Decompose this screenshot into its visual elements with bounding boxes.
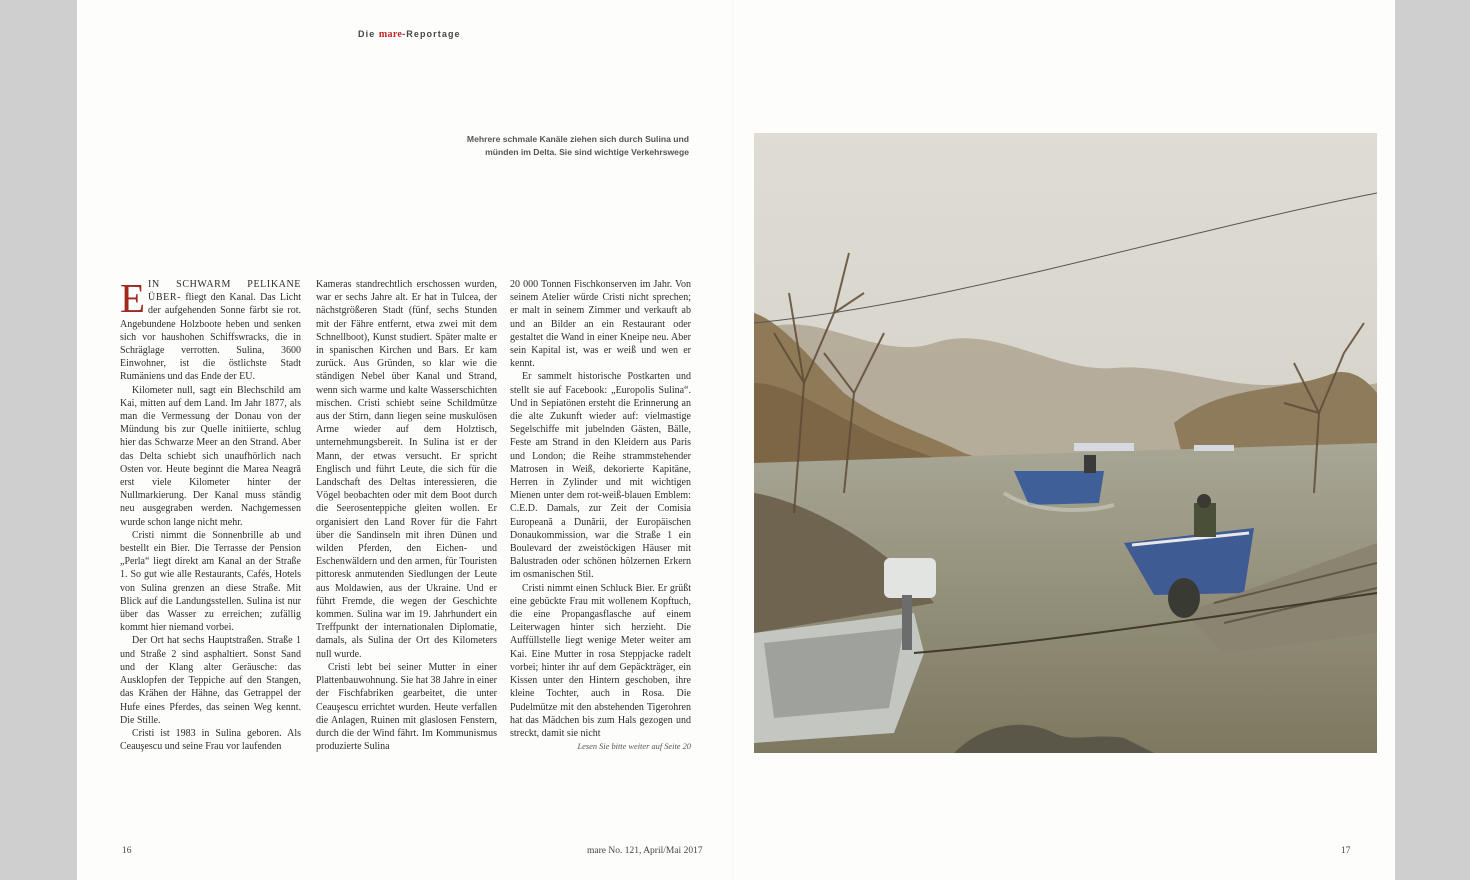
col1-paragraph: fliegt den Kanal. Das Licht der aufgehenden Sonne färbt sie rot. Angebundene Holzboote heben und senken sich vor haushohen Schiffswracks, die in Schräglage verrotten. Sulina, 3600 Einwohner, ist die östlichste Stadt Rumäniens und das Ende der EU.	[120, 292, 302, 383]
col2-paragraph: Kameras standrechtlich erschossen wurden, war er sechs Jahre alt. Er hat in Tulcea, der nächstgrößeren Stadt (fünf, sechs Stunden mit der Fähre entfernt, etwa zwei mit dem Schnellboot), Kunst studiert. Später malte er in spanischen Kirchen und Bars. Er kam zurück. Aus Gründen, so klar wie die ständigen Nebel über Kanal und Strand, wenn sich warme und kalte Wasserschichten mischen. Cristi schiebt seine Schildmütze aus der Stirn, dann liegen seine muskulösen Arme wieder auf dem Holztisch, unternehmungsbereit. In Sulina ist er der Mann, der etwas versucht. Er spricht Englisch und führt Leute, die sich für die Landschaft des Deltas interessieren, die Vögel beobachten oder mit dem Boot durch die Seerosenteppiche gleiten wollen. Er organisiert den Land Rover für die Fahrt über die Sandinseln mit ihren Dünen und wilden Pferden, den Eichen- und Eschenwäldern und den armen, für Touristen pittoresk anmutenden Siedlungen der Leute aus Moldawien, aus der Ukraine. Und er führt Fremde, die wegen der Geschichte kommen. Sulina war im 19. Jahrhundert ein Treffpunkt der internationalen Diplomatie, damals, als Sulina der Ort des Kilometers null wurde.	[316, 279, 497, 660]
canal-photo	[754, 133, 1377, 753]
drop-cap: E	[120, 275, 146, 321]
article-column-2	[316, 278, 497, 753]
col3-paragraph: 20 000 Tonnen Fischkonserven im Jahr. Von seinem Atelier würde Cristi nicht sprechen; er malt in seinem Zimmer und verkauft ab und an Bilder an ein Restaurant oder gestaltet die Wand in einer Kneipe neu. Aber sein Kapital ist, was er weiß und wen er kennt.	[510, 279, 691, 370]
header-prefix: Die	[358, 29, 376, 39]
continue-note: Lesen Sie bitte weiter auf Seite 20	[577, 742, 691, 752]
col1-paragraph: Cristi ist 1983 in Sulina geboren. Als Ceauşescu und seine Frau vor laufenden	[120, 727, 301, 753]
photo-caption: Mehrere schmale Kanäle ziehen sich durch Sulina und münden im Delta. Sie sind wichtige Verkehrswege	[466, 134, 689, 157]
issue-info: mare No. 121, April/Mai 2017	[587, 846, 703, 856]
canal-photo-illustration	[754, 133, 1377, 753]
col3-paragraph: Cristi nimmt einen Schluck Bier. Er grüßt eine gebückte Frau mit wollenem Kopftuch, die eine Propangasflasche auf einem Leiterwagen hinter sich herzieht. Die Auffüllstelle liegt wenige Meter weiter am Kai. Eine Mutter in rosa Steppjacke radelt vorbei; hinter ihr auf dem Gepäckträger, ein Kissen unter den Hintern geschoben, ihre kleine Tochter, auch in Rosa. Die Pudelmütze mit den abstehenden Tigerohren hat das Mädchen bis zum Hals gezogen und streckt, damit sie nicht	[510, 582, 691, 739]
article-column-3	[510, 278, 691, 753]
lead-caps: IN SCHWARM PELIKANE ÜBER-	[148, 279, 301, 304]
header-brand: mare	[378, 29, 403, 40]
lead-paragraph	[120, 275, 302, 384]
col2-paragraph: Cristi lebt bei seiner Mutter in einer Plattenbauwohnung. Sie hat 38 Jahre in einer der Fischfabriken gearbeitet, die unter Ceauşescu errichtet wurden. Heute verfallen die Anlagen, Ruinen mit glaslosen Fenstern, durch die der Wind fährt. Im Kommunismus produzierte Sulina	[316, 661, 497, 753]
col1-paragraph: Der Ort hat sechs Hauptstraßen. Straße 1 und Straße 2 sind asphaltiert. Sonst Sand und der Klang alter Geräusche: das Ausklopfen der Teppiche auf den Stangen, das Krähen der Hähne, das Getrappel der Hufe eines Pferdes, das seinen Weg kennt. Die Stille.	[120, 635, 301, 726]
col3-paragraph: Er sammelt historische Postkarten und stellt sie auf Facebook: „Europolis Sulina“. Und in Sepiatönen ersteht die Erinnerung an die alte Zukunft wieder auf: vielmastige Segelschiffe mit jubelnden Gästen, Bälle, Feste am Strand in den Kleidern aus Paris und London; die Reihe strammstehender Matrosen in Weiß, dekorierte Kapitäne, Herren in Zylinder und mit wichtigen Mienen unter dem rot-weiß-blauen Emblem: C.E.D. Damals, zur Zeit der Comisia Europeană a Dunării, der Europäischen Donaukommission, war die Straße 1 ein Boulevard der zweistöckigen Häuser mit Balustraden oder schönen hölzernen Erkern im osmanischen Stil.	[510, 371, 691, 581]
article-column-1	[120, 275, 302, 753]
header-suffix: -Reportage	[402, 29, 461, 39]
page-gutter	[732, 0, 733, 880]
col1-paragraph: Cristi nimmt die Sonnenbrille ab und bestellt ein Bier. Die Terrasse der Pension „Perla“ liegt direkt am Kanal an der Straße 1. So gut wie alle Restaurants, Cafés, Hotels von Sulina grenzen an diese Straße. Mit Blick auf die Landungsstellen. Sulina ist nur über das Wasser zu erreichen; zufällig kommt hier niemand vorbei.	[120, 529, 301, 634]
col1-paragraph: Kilometer null, sagt ein Blechschild am Kai, mitten auf dem Land. Im Jahr 1877, als man die Vermessung der Donau von der Mündung bis zur Quelle initiierte, schlug hier das Schwarze Meer an den Strand. Aber das Delta schiebt sich unaufhörlich nach Osten vor. Heute beginnt die Marea Neagră erst viele Kilometer hinter der Nullmarkierung. Der Kanal muss ständig neu ausgegraben werden. Nachgemessen wurde schon lange nicht mehr.	[120, 384, 301, 528]
section-header	[358, 29, 461, 40]
magazine-spread	[77, 0, 1395, 880]
page-number-right: 17	[1341, 846, 1351, 856]
page-number-left: 16	[122, 846, 132, 856]
